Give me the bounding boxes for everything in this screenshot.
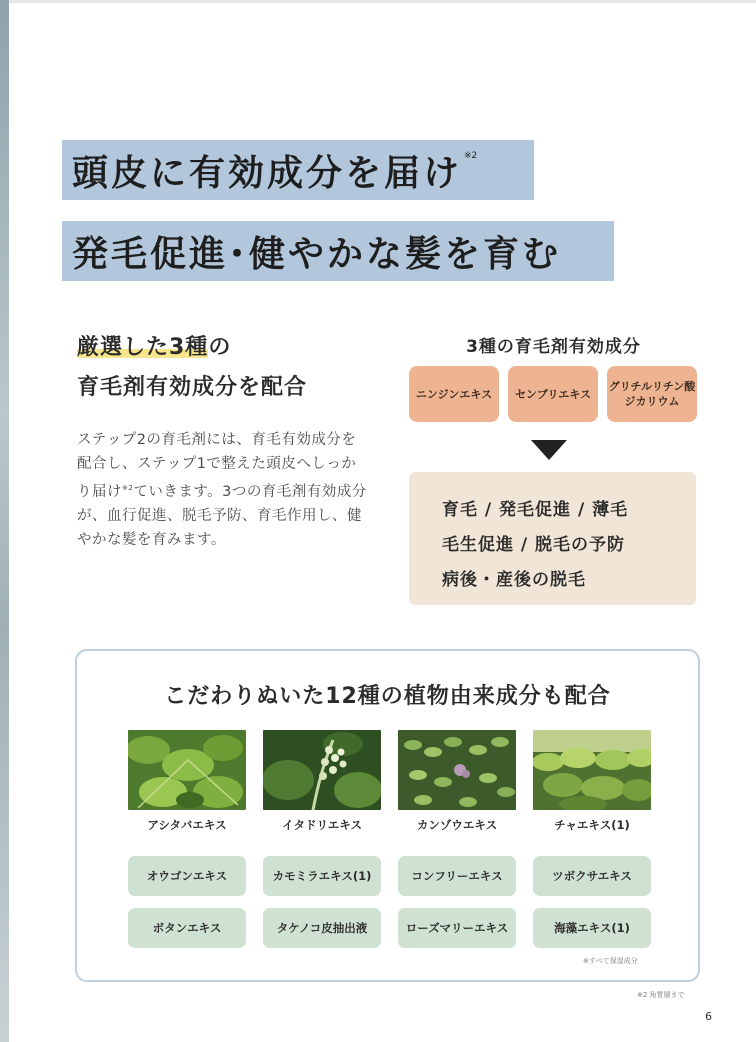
plant-ingredient-chip [533,856,651,896]
intro-heading-rest: の [208,335,232,360]
plant-ingredient-chip [263,908,381,948]
plant-chip-label: ローズマリーエキス [405,921,509,935]
intro-heading-line-1 [77,328,377,368]
effects-line: 育毛 / 発毛促進 / 薄毛 [442,500,629,520]
effects-box [409,472,696,605]
plant-chip-label: カモミラエキス(1) [272,869,372,883]
intro-body-part-2: ていきます。3つの育毛剤有効成分が、血行促進、脱毛予防、育毛作用し、健やかな髪を育みます。 [77,483,367,548]
footnote: ※2 角質層まで [637,991,685,999]
intro-body [77,428,367,552]
plant-chip-label: ボタンエキス [152,921,222,935]
tea-photo [533,730,651,810]
plant-ingredient-chip [263,856,381,896]
headline-line-2 [62,221,614,281]
intro-heading-highlight: 厳選した3種 [77,335,209,360]
moisturizing-note: ※すべて保湿成分 [583,957,638,965]
kanzou-photo [398,730,516,810]
page-top-line [9,0,756,3]
plant-caption: アシタバエキス [147,818,227,832]
headline-line-2-text: 発毛促進･健やかな髪を育む [72,233,562,275]
plant-chip-label: タケノコ皮抽出液 [276,921,368,935]
plant-chip-label: オウゴンエキス [146,869,228,883]
ingredient-label: グリチルリチン酸 ジカリウム [608,380,696,408]
intro-heading-line-2: 育毛剤有効成分を配合 [77,375,308,400]
plant-panel-title: こだわりぬいた12種の植物由来成分も配合 [164,684,611,709]
plant-caption: カンゾウエキス [416,818,498,832]
page-edge [0,0,9,1042]
plant-ingredient-chip [533,908,651,948]
headline-line-1 [62,140,534,200]
plant-ingredient-chip [398,908,516,948]
effects-line: 病後・産後の脱毛 [442,570,586,590]
itadori-photo [263,730,381,810]
intro-body-part-1: ステップ2の育毛剤には、育毛有効成分を配合し、ステップ1で整えた頭皮へしっかり届け [77,432,357,500]
plant-chip-label: コンフリーエキス [411,869,503,883]
plant-caption: チャエキス(1) [554,818,630,832]
plant-chip-label: 海藻エキス(1) [554,921,630,935]
plant-caption: イタドリエキス [281,818,363,832]
ashitaba-photo [128,730,246,810]
headline-note-marker: ※2 [464,151,478,161]
arrow-down-icon [531,440,567,460]
plant-ingredients-panel [75,649,700,982]
plant-ingredient-chip [128,908,246,948]
ingredient-label: ニンジンエキス [415,387,493,401]
page-number: 6 [705,1010,712,1023]
ingredient-badge [409,366,499,422]
intro-heading [77,328,377,408]
ingredient-label: センブリエキス [514,387,592,401]
plant-chip-label: ツボクサエキス [552,869,632,883]
effects-line: 毛生促進 / 脱毛の予防 [442,535,626,555]
intro-body-note-marker: ※2 [122,484,134,492]
active-ingredients-title: 3種の育毛剤有効成分 [466,337,641,357]
ingredient-badge [508,366,598,422]
headline-line-1-text: 頭皮に有効成分を届け [72,152,463,194]
plant-ingredient-chip [128,856,246,896]
plant-ingredient-chip [398,856,516,896]
ingredient-badge [607,366,697,422]
active-ingredients-row [409,366,697,422]
